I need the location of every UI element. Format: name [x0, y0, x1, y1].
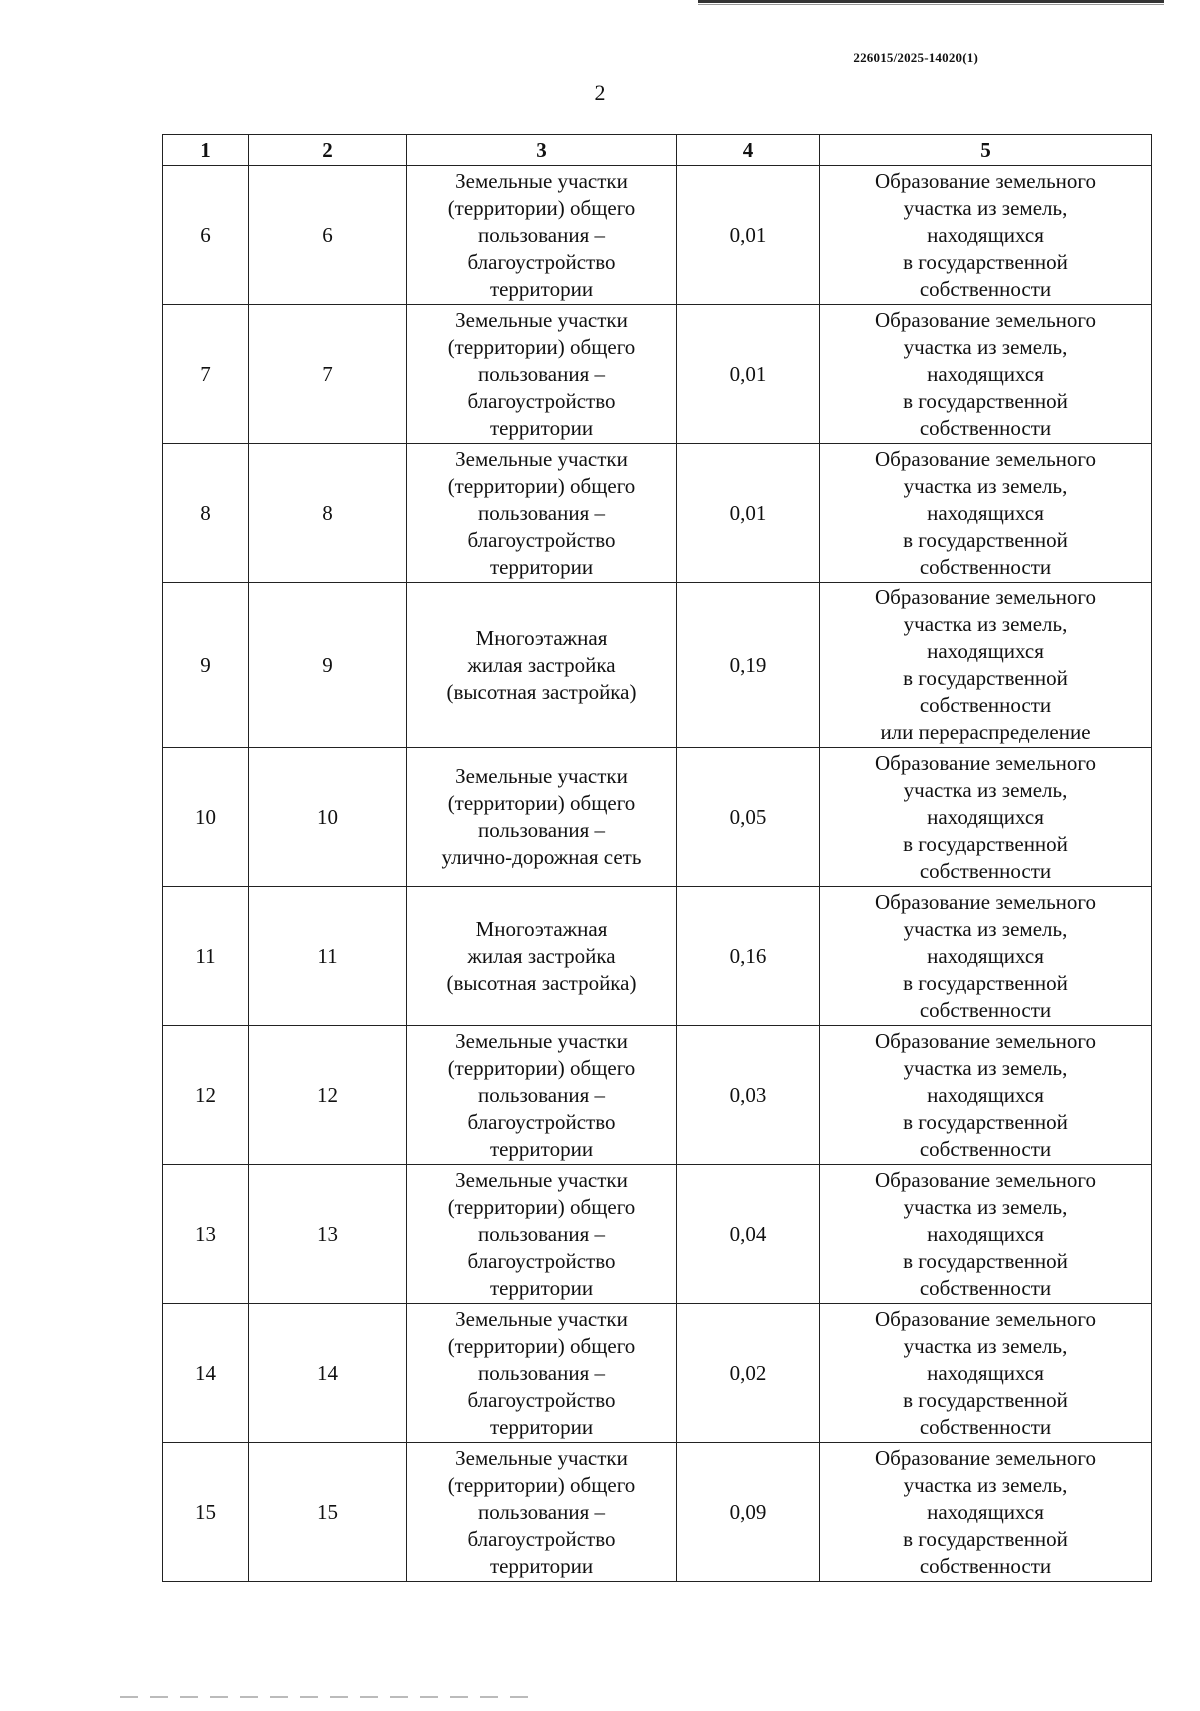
- column-header-2: 2: [249, 135, 407, 166]
- permitted-use-cell: Земельные участки (территории) общего пользования – благоустройство территории: [407, 305, 677, 444]
- formation-method-cell: Образование земельного участка из земель, находящихся в государственной собственности: [820, 1443, 1152, 1582]
- table-row: [163, 1026, 1152, 1165]
- formation-method-cell: Образование земельного участка из земель, находящихся в государственной собственности: [820, 444, 1152, 583]
- row-number-cell: 7: [163, 305, 249, 444]
- column-header-3: 3: [407, 135, 677, 166]
- formation-method-cell: Образование земельного участка из земель, находящихся в государственной собственности: [820, 166, 1152, 305]
- formation-method-cell: Образование земельного участка из земель, находящихся в государственной собственности: [820, 305, 1152, 444]
- area-cell: 0,01: [677, 444, 820, 583]
- plot-number-cell: 11: [249, 887, 407, 1026]
- table-row: [163, 583, 1152, 748]
- formation-method-cell: Образование земельного участка из земель, находящихся в государственной собственности: [820, 1165, 1152, 1304]
- area-cell: 0,09: [677, 1443, 820, 1582]
- top-rule-divider-thin: [698, 4, 1164, 5]
- area-cell: 0,16: [677, 887, 820, 1026]
- permitted-use-cell: Земельные участки (территории) общего пользования – благоустройство территории: [407, 1443, 677, 1582]
- table-row: [163, 305, 1152, 444]
- column-header-1: 1: [163, 135, 249, 166]
- formation-method-cell: Образование земельного участка из земель, находящихся в государственной собственности: [820, 748, 1152, 887]
- area-cell: 0,19: [677, 583, 820, 748]
- row-number-cell: 14: [163, 1304, 249, 1443]
- permitted-use-cell: Многоэтажная жилая застройка (высотная застройка): [407, 583, 677, 748]
- area-cell: 0,05: [677, 748, 820, 887]
- formation-method-cell: Образование земельного участка из земель, находящихся в государственной собственности: [820, 1304, 1152, 1443]
- plot-number-cell: 7: [249, 305, 407, 444]
- table-row: [163, 1443, 1152, 1582]
- permitted-use-cell: Земельные участки (территории) общего пользования – благоустройство территории: [407, 1026, 677, 1165]
- area-cell: 0,04: [677, 1165, 820, 1304]
- plot-number-cell: 6: [249, 166, 407, 305]
- page-number: 2: [594, 80, 606, 105]
- permitted-use-cell: Земельные участки (территории) общего пользования – благоустройство территории: [407, 1304, 677, 1443]
- formation-method-cell: Образование земельного участка из земель, находящихся в государственной собственности или перераспределение: [820, 583, 1152, 748]
- plot-number-cell: 14: [249, 1304, 407, 1443]
- plot-number-cell: 15: [249, 1443, 407, 1582]
- formation-method-cell: Образование земельного участка из земель, находящихся в государственной собственности: [820, 1026, 1152, 1165]
- row-number-cell: 13: [163, 1165, 249, 1304]
- row-number-cell: 11: [163, 887, 249, 1026]
- top-rule-divider: [698, 0, 1164, 3]
- permitted-use-cell: Земельные участки (территории) общего пользования – улично-дорожная сеть: [407, 748, 677, 887]
- row-number-cell: 9: [163, 583, 249, 748]
- row-number-cell: 15: [163, 1443, 249, 1582]
- area-cell: 0,03: [677, 1026, 820, 1165]
- area-cell: 0,01: [677, 166, 820, 305]
- plot-number-cell: 12: [249, 1026, 407, 1165]
- table-row: [163, 444, 1152, 583]
- document-id: 226015/2025-14020(1): [853, 50, 978, 65]
- plot-number-cell: 10: [249, 748, 407, 887]
- row-number-cell: 8: [163, 444, 249, 583]
- plot-number-cell: 8: [249, 444, 407, 583]
- table-row: [163, 887, 1152, 1026]
- column-header-5: 5: [820, 135, 1152, 166]
- scan-footer-artifact: [120, 1696, 540, 1698]
- table-row: [163, 1165, 1152, 1304]
- area-cell: 0,02: [677, 1304, 820, 1443]
- permitted-use-cell: Многоэтажная жилая застройка (высотная застройка): [407, 887, 677, 1026]
- plot-number-cell: 13: [249, 1165, 407, 1304]
- table-header-row: [163, 135, 1152, 166]
- table-row: [163, 166, 1152, 305]
- land-plots-table: [162, 134, 1152, 1582]
- permitted-use-cell: Земельные участки (территории) общего пользования – благоустройство территории: [407, 444, 677, 583]
- plot-number-cell: 9: [249, 583, 407, 748]
- area-cell: 0,01: [677, 305, 820, 444]
- permitted-use-cell: Земельные участки (территории) общего пользования – благоустройство территории: [407, 1165, 677, 1304]
- formation-method-cell: Образование земельного участка из земель, находящихся в государственной собственности: [820, 887, 1152, 1026]
- permitted-use-cell: Земельные участки (территории) общего пользования – благоустройство территории: [407, 166, 677, 305]
- row-number-cell: 10: [163, 748, 249, 887]
- row-number-cell: 12: [163, 1026, 249, 1165]
- row-number-cell: 6: [163, 166, 249, 305]
- table-row: [163, 748, 1152, 887]
- column-header-4: 4: [677, 135, 820, 166]
- land-plots-table-container: [162, 134, 1151, 1582]
- table-row: [163, 1304, 1152, 1443]
